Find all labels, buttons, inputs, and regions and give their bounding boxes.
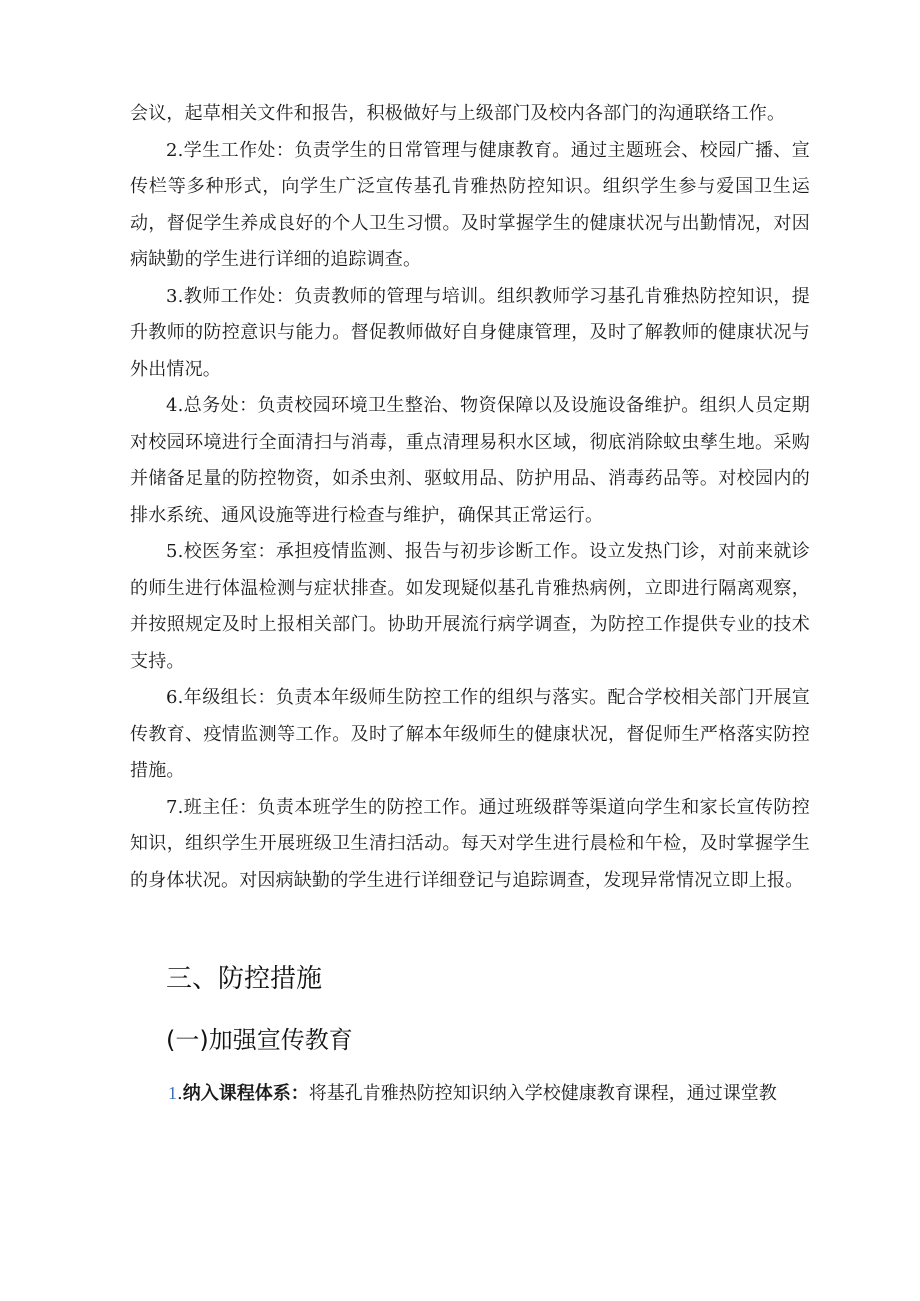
item-number: 1 bbox=[168, 1083, 177, 1103]
section-heading: 三、防控措施 bbox=[166, 964, 323, 994]
paragraph-item-2 bbox=[130, 133, 810, 279]
paragraph-item-5 bbox=[130, 534, 810, 680]
item-text: .总务处：负责校园环境卫生整治、物资保障以及设施设备维护。组织人员定期对校园环境进行全面清扫与消毒，重点清理易积水区域，彻底消除蚊虫孳生地。采购并储备足量的防控物资，如杀虫剂、驱蚊用品、防护用品、消毒药品等。对校园内的排水系统、通风设施等进行检查与维护，确保其正常运行。 bbox=[130, 395, 810, 526]
paragraph-text: 会议，起草相关文件和报告，积极做好与上级部门及校内各部门的沟通联络工作。 bbox=[130, 103, 786, 124]
list-item-1 bbox=[168, 1078, 828, 1109]
item-number: 7 bbox=[166, 796, 178, 818]
sub-heading: (一)加强宣传教育 bbox=[166, 1026, 353, 1054]
item-number: 3 bbox=[166, 285, 178, 307]
item-term: 纳入课程体系： bbox=[182, 1083, 309, 1104]
item-text: .教师工作处：负责教师的管理与培训。组织教师学习基孔肯雅热防控知识，提升教师的防控意识与能力。督促教师做好自身健康管理，及时了解教师的健康状况与外出情况。 bbox=[130, 285, 810, 380]
paragraph-item-6 bbox=[130, 680, 810, 790]
item-text: .年级组长：负责本年级师生防控工作的组织与落实。配合学校相关部门开展宣传教育、疫情监测等工作。及时了解本年级师生的健康状况，督促师生严格落实防控措施。 bbox=[130, 687, 810, 781]
body-text bbox=[130, 96, 810, 899]
item-number: 4 bbox=[166, 395, 178, 416]
item-number: 6 bbox=[166, 687, 178, 708]
paragraph-item-7 bbox=[130, 790, 810, 900]
item-text: .学生工作处：负责学生的日常管理与健康教育。通过主题班会、校园广播、宣传栏等多种形式，向学生广泛宣传基孔肯雅热防控知识。组织学生参与爱国卫生运动，督促学生养成良好的个人卫生习惯。及时掌握学生的健康状况与出勤情况，对因病缺勤的学生进行详细的追踪调查。 bbox=[130, 139, 810, 270]
item-text: .班主任：负责本班学生的防控工作。通过班级群等渠道向学生和家长宣传防控知识，组织学生开展班级卫生清扫活动。每天对学生进行晨检和午检，及时掌握学生的身体状况。对因病缺勤的学生进行详细登记与追踪调查，发现异常情况立即上报。 bbox=[130, 796, 810, 891]
paragraph-continued bbox=[130, 96, 810, 133]
item-number: 5 bbox=[166, 541, 178, 562]
item-text: 将基孔肯雅热防控知识纳入学校健康教育课程，通过课堂教 bbox=[308, 1083, 777, 1104]
paragraph-item-4 bbox=[130, 388, 810, 534]
item-dot: . bbox=[177, 1083, 183, 1104]
item-text: .校医务室：承担疫情监测、报告与初步诊断工作。设立发热门诊，对前来就诊的师生进行体温检测与症状排查。如发现疑似基孔肯雅热病例，立即进行隔离观察，并按照规定及时上报相关部门。协助开展流行病学调查，为防控工作提供专业的技术支持。 bbox=[130, 541, 810, 672]
paragraph-item-3 bbox=[130, 279, 810, 389]
item-number: 2 bbox=[166, 139, 178, 161]
